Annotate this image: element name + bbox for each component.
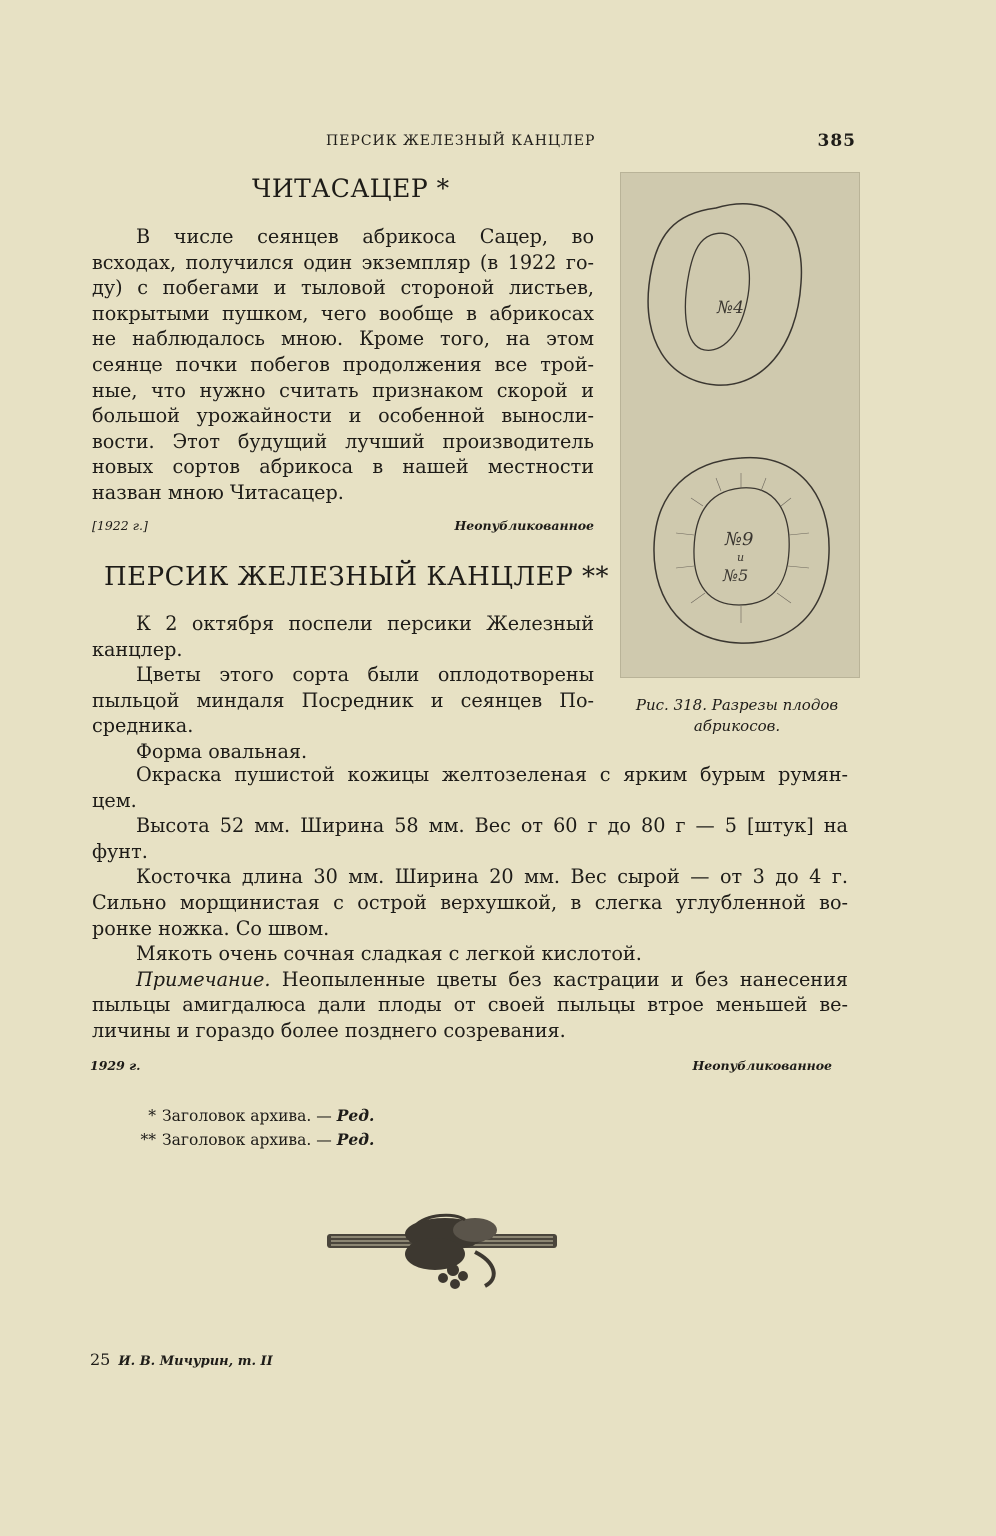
section1-line: вости. Этот будущий лучший производитель	[92, 429, 594, 453]
figure-apricot-sections	[620, 172, 860, 678]
footnote-text: Заголовок архива. —	[162, 1107, 337, 1125]
section2-note-line: пыльцы амигдалюса дали плоды от своей пыльцы втрое меньшей ве-	[92, 993, 848, 1017]
apricot-drawing	[621, 173, 859, 677]
section2-status: Неопубликованное	[692, 1058, 832, 1073]
section2-line: Косточка длина 30 мм. Ширина 20 мм. Вес сырой — от 3 до 4 г.	[136, 865, 848, 889]
footnote-text: Заголовок архива. —	[162, 1131, 337, 1149]
section2-line: ронке ножка. Со швом.	[92, 916, 330, 940]
section1-line: большой урожайности и особенной выносли-	[92, 404, 594, 428]
section2-line: цем.	[92, 788, 137, 812]
page-number: 385	[817, 131, 856, 151]
section1-line: ные, что нужно считать признаком скорой и	[92, 378, 594, 402]
section1-line: ду) с побегами и тыловой стороной листьев,	[92, 276, 594, 300]
caption-line: абрикосов.	[693, 717, 781, 735]
caption-line: Рис. 318. Разрезы плодов	[635, 696, 839, 714]
section1-line: всходах, получился один экземпляр (в 1922 го-	[92, 250, 594, 274]
section2-note-line: личины и гораздо более позднего созревания.	[92, 1018, 566, 1042]
section1-title: ЧИТАСАЦЕР *	[252, 174, 450, 203]
section2-line: канцлер.	[92, 637, 183, 661]
label-bottom-2: и	[737, 551, 745, 564]
section1-line: назван мною Читасацер.	[92, 480, 344, 504]
section1-line: сеянце почки побегов продолжения все трой-	[92, 352, 594, 376]
footnote	[130, 1104, 374, 1128]
section2-title: ПЕРСИК ЖЕЛЕЗНЫЙ КАНЦЛЕР **	[104, 562, 609, 592]
section2-line: средника.	[92, 714, 194, 738]
section2-line: пыльцой миндаля Посредник и сеянцев По-	[92, 688, 594, 712]
section2-note-line	[92, 967, 848, 993]
decorative-ornament	[325, 1212, 559, 1292]
signature-author: И. В. Мичурин, т. II	[118, 1354, 273, 1369]
section2-line: К 2 октября поспели персики Железный	[136, 612, 594, 635]
note-text: Неопыленные цветы без кастрации и без нанесения	[270, 967, 848, 991]
section1-body	[92, 224, 594, 506]
footnote	[130, 1128, 374, 1152]
signature-number: 25	[90, 1350, 111, 1369]
section2-line: Сильно морщинистая с острой верхушкой, в слегка углубленной во-	[92, 890, 848, 914]
running-title: ПЕРСИК ЖЕЛЕЗНЫЙ КАНЦЛЕР	[326, 133, 596, 149]
label-bottom-1: №9	[725, 529, 754, 550]
section1-line: покрытыми пушком, чего вообще в абрикосах	[92, 301, 594, 325]
section2-line: фунт.	[92, 839, 148, 863]
section2-date: 1929 г.	[90, 1058, 141, 1073]
section2-narrow-body	[92, 611, 594, 765]
footnote-ed: Ред.	[336, 1130, 375, 1149]
footnote-ed: Ред.	[336, 1106, 375, 1125]
pit-outline-top	[685, 233, 749, 350]
footnotes	[130, 1104, 374, 1152]
fruit-outline-top	[648, 204, 801, 385]
section1-date: [1922 г.]	[92, 518, 148, 533]
section1-line: не наблюдалось мною. Кроме того, на этом	[92, 327, 594, 351]
footnote-mark: *	[148, 1107, 156, 1125]
section2-line: Окраска пушистой кожицы желтозеленая с ярким бурым румян-	[136, 763, 848, 786]
section2-line: Мякоть очень сочная сладкая с легкой кислотой.	[136, 942, 642, 966]
section1-status: Неопубликованное	[454, 518, 594, 533]
section2-line: Высота 52 мм. Ширина 58 мм. Вес от 60 г до 80 г — 5 [штук] на	[136, 814, 848, 838]
label-top: №4	[717, 298, 744, 318]
printer-signature	[90, 1350, 273, 1369]
section1-line: В числе сеянцев абрикоса Сацер, во	[136, 225, 594, 248]
section2-wide-body	[92, 762, 848, 1044]
section1-line: новых сортов абрикоса в нашей местности	[92, 455, 594, 479]
figure-caption	[612, 695, 862, 737]
section2-line: Форма овальная.	[136, 739, 308, 763]
section2-line: Цветы этого сорта были оплодотворены	[136, 663, 594, 687]
label-bottom-3: №5	[723, 566, 749, 585]
note-label: Примечание.	[136, 967, 271, 991]
footnote-mark: **	[140, 1131, 156, 1149]
